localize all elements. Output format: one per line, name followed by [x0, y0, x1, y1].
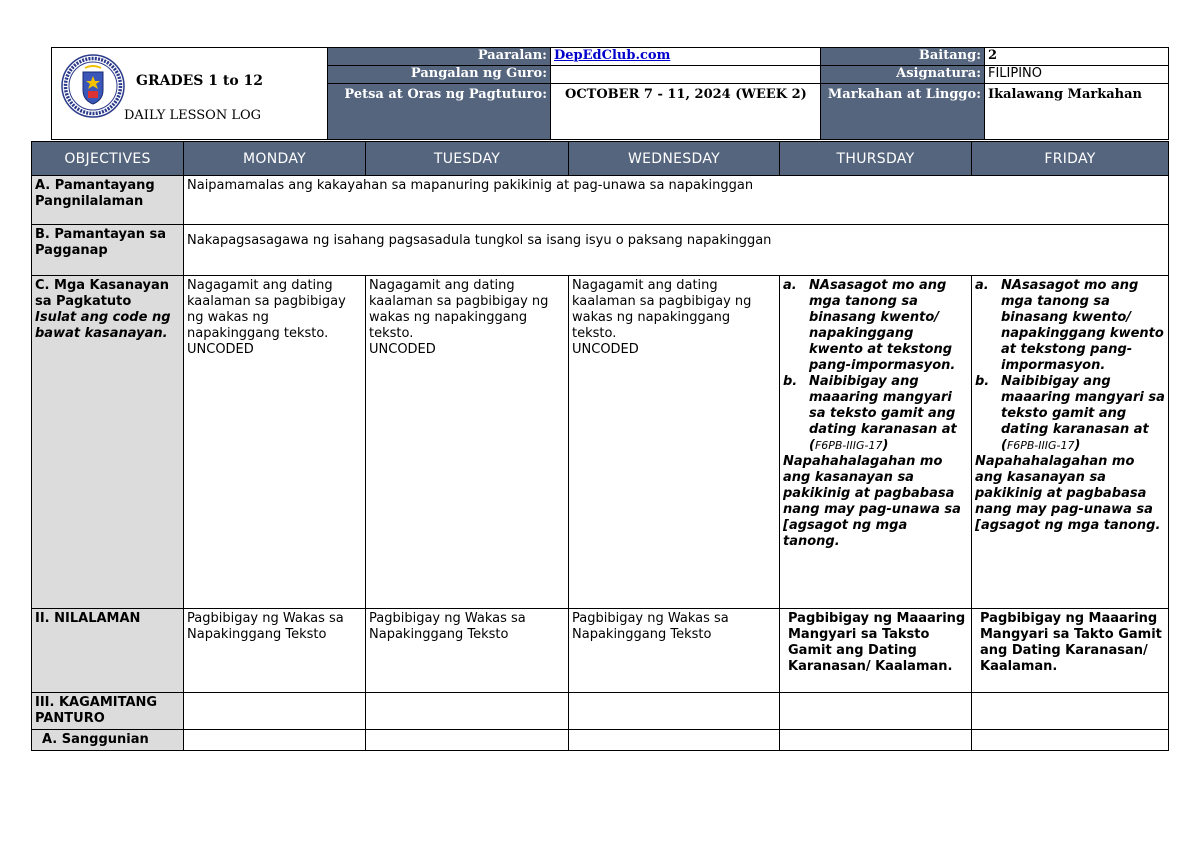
asignatura-label: Asignatura: — [821, 66, 985, 84]
col-header-tuesday: TUESDAY — [366, 142, 569, 176]
col-header-monday: MONDAY — [184, 142, 366, 176]
table-row — [32, 225, 1169, 276]
baitang-value: 2 — [985, 48, 1169, 66]
empty-cell — [366, 693, 569, 730]
deped-seal-logo — [61, 54, 125, 118]
empty-cell — [184, 730, 366, 751]
row-label-pamantayan-sa-pagganap: B. Pamantayan sa Pagganap — [32, 225, 184, 276]
list-item: a. NAsasagot mo ang mga tanong sa binasang kwento/ napakinggang kwento at tekstong pang-impormasyon. — [975, 278, 1164, 373]
petsa-value: OCTOBER 7 - 11, 2024 (WEEK 2) — [551, 84, 821, 140]
col-header-friday: FRIDAY — [972, 142, 1169, 176]
friday-kasanayan-cell — [972, 276, 1169, 609]
empty-cell — [184, 693, 366, 730]
guro-label: Pangalan ng Guro: — [328, 66, 551, 84]
monday-kasanayan-text: Nagagamit ang dating kaalaman sa pagbibigay ng wakas ng napakinggang teksto. — [187, 278, 346, 341]
empty-cell — [780, 693, 972, 730]
wednesday-kasanayan-text: Nagagamit ang dating kaalaman sa pagbibigay ng wakas ng napakinggang teksto. — [572, 278, 752, 341]
row-label-pamantayang-pangnilalaman: A. Pamantayang Pangnilalaman — [32, 176, 184, 225]
tuesday-kasanayan-cell — [366, 276, 569, 609]
kasanayan-note: Isulat ang code ng bawat kasanayan. — [35, 310, 171, 341]
guro-value — [551, 66, 821, 84]
monday-code: UNCODED — [187, 342, 254, 357]
monday-nilalaman: Pagbibigay ng Wakas sa Napakinggang Teksto — [184, 609, 366, 693]
asignatura-value: FILIPINO — [985, 66, 1169, 84]
petsa-label: Petsa at Oras ng Pagtuturo: — [328, 84, 551, 140]
school-link[interactable]: DepEdClub.com — [554, 48, 671, 63]
kasanayan-label: C. Mga Kasanayan sa Pagkatuto — [35, 278, 170, 309]
empty-cell — [972, 730, 1169, 751]
friday-nilalaman: Pagbibigay ng Maaaring Mangyari sa Takto Gamit ang Dating Karanasan/ Kaalaman. — [972, 609, 1169, 693]
thursday-code: F6PB-IIIG-17 — [814, 439, 883, 452]
wednesday-nilalaman: Pagbibigay ng Wakas sa Napakinggang Teksto — [569, 609, 780, 693]
empty-cell — [569, 730, 780, 751]
col-header-objectives: OBJECTIVES — [32, 142, 184, 176]
markahan-value: Ikalawang Markahan — [985, 84, 1169, 140]
monday-kasanayan-cell — [184, 276, 366, 609]
list-item: a. NAsasagot mo ang mga tanong sa binasang kwento/ napakinggang kwento at tekstong pang-impormasyon. — [783, 278, 956, 373]
paaralan-value — [551, 48, 821, 66]
title-grades: GRADES 1 to 12 — [136, 73, 264, 89]
wednesday-code: UNCODED — [572, 342, 639, 357]
empty-cell — [780, 730, 972, 751]
thursday-nilalaman: Pagbibigay ng Maaaring Mangyari sa Taksto Gamit ang Dating Karanasan/ Kaalaman. — [780, 609, 972, 693]
empty-cell — [972, 693, 1169, 730]
header-logo-block — [52, 48, 328, 140]
content-standard-cell: Naipamamalas ang kakayahan sa mapanuring pakikinig at pag-unawa sa napakinggan — [184, 176, 1169, 225]
row-label-nilalaman: II. NILALAMAN — [32, 609, 184, 693]
lesson-log-table — [31, 141, 1169, 751]
row-label-kasanayan — [32, 276, 184, 609]
col-header-thursday: THURSDAY — [780, 142, 972, 176]
table-row — [32, 730, 1169, 751]
table-row — [32, 693, 1169, 730]
empty-cell — [569, 693, 780, 730]
row-label-sanggunian: A. Sanggunian — [32, 730, 184, 751]
empty-cell — [366, 730, 569, 751]
title-daily-lesson-log: DAILY LESSON LOG — [124, 108, 262, 123]
col-header-wednesday: WEDNESDAY — [569, 142, 780, 176]
table-row — [32, 176, 1169, 225]
column-header-row — [32, 142, 1169, 176]
tuesday-code: UNCODED — [369, 342, 436, 357]
baitang-label: Baitang: — [821, 48, 985, 66]
wednesday-kasanayan-cell — [569, 276, 780, 609]
list-item: b. Naibibigay ang maaaring mangyari sa teksto gamit ang dating karanasan at (F6PB-IIIG-17) — [975, 374, 1165, 453]
table-row — [32, 276, 1169, 609]
list-item: b. Naibibigay ang maaaring mangyari sa teksto gamit ang dating karanasan at (F6PB-IIIG-17) — [783, 374, 957, 453]
thursday-kasanayan-cell — [780, 276, 972, 609]
row-label-kagamitang-panturo: III. KAGAMITANG PANTURO — [32, 693, 184, 730]
thursday-objective-list — [783, 278, 968, 454]
friday-code: F6PB-IIIG-17 — [1006, 439, 1075, 452]
paaralan-label: Paaralan: — [328, 48, 551, 66]
tuesday-kasanayan-text: Nagagamit ang dating kaalaman sa pagbibigay ng wakas ng napakinggang teksto. — [369, 278, 549, 341]
markahan-label: Markahan at Linggo: — [821, 84, 985, 140]
friday-objective-list — [975, 278, 1165, 454]
performance-standard-cell: Nakapagsasagawa ng isahang pagsasadula tungkol sa isang isyu o paksang napakinggan — [184, 225, 1169, 276]
table-row — [32, 609, 1169, 693]
friday-value-text: Napahahalagahan mo ang kasanayan sa pakikinig at pagbabasa nang may pag-unawa sa [agsagot ng mga tanong. — [975, 454, 1161, 533]
lesson-log-header — [51, 47, 1169, 140]
thursday-value-text: Napahahalagahan mo ang kasanayan sa pakikinig at pagbabasa nang may pag-unawa sa [agsagot ng mga tanong. — [783, 454, 961, 549]
tuesday-nilalaman: Pagbibigay ng Wakas sa Napakinggang Teksto — [366, 609, 569, 693]
